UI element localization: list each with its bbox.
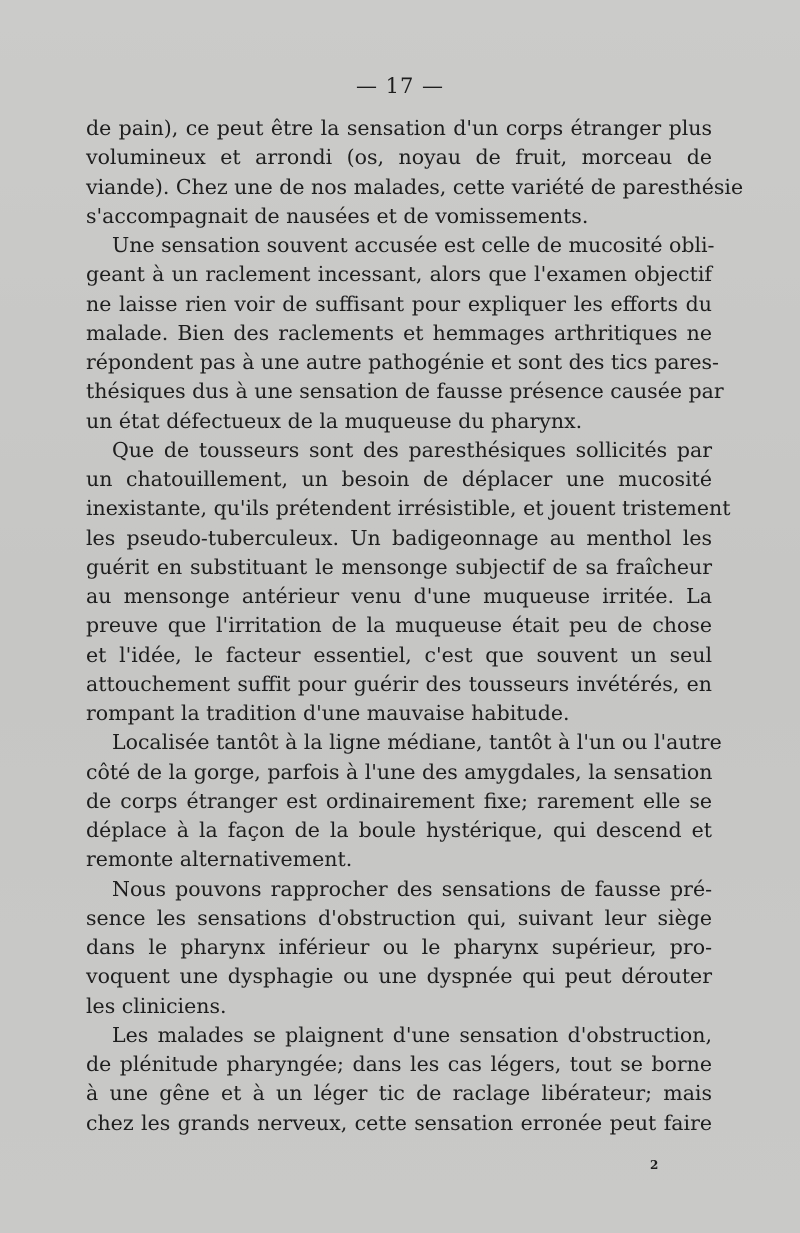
text-line: remonte alternativement. [86,847,353,872]
text-line: côté de la gorge, parfois à l'une des amygdales, la sensation [86,759,713,784]
text-line: geant à un raclement incessant, alors que l'examen objectif [86,262,712,287]
text-line: chez les grands nerveux, cette sensation erronée peut faire [86,1110,712,1135]
printer-signature-mark: 2 [650,1158,659,1172]
text-line: volumineux et arrondi (os, noyau de fruit, morceau de [86,145,712,170]
text-line: Localisée tantôt à la ligne médiane, tantôt à l'un ou l'autre [112,730,722,755]
text-line: voquent une dysphagie ou une dyspnée qui peut dérouter [86,964,712,989]
text-line: preuve que l'irritation de la muqueuse était peu de chose [86,613,712,638]
text-line: de plénitude pharyngée; dans les cas légers, tout se borne [86,1052,712,1076]
text-line: Nous pouvons rapprocher des sensations de fausse pré- [112,876,712,901]
text-line: un état défectueux de la muqueuse du pharynx. [86,408,583,433]
text-line: répondent pas à une autre pathogénie et sont des tics pares- [86,350,719,374]
text-line: ne laisse rien voir de suffisant pour expliquer les efforts du [86,291,712,316]
text-line: s'accompagnait de nausées et de vomissements. [86,203,589,228]
text-line: de pain), ce peut être la sensation d'un corps étranger plus [86,116,712,140]
text-line: guérit en substituant le mensonge subjectif de sa fraîcheur [86,554,712,579]
text-line: attouchement suffit pour guérir des tousseurs invétérés, en [86,671,712,696]
text-line: rompant la tradition d'une mauvaise habitude. [86,701,570,725]
text-line: Les malades se plaignent d'une sensation d'obstruction, [112,1022,712,1047]
text-line: de corps étranger est ordinairement fixe; rarement elle se [86,788,712,813]
text-line: inexistante, qu'ils prétendent irrésistible, et jouent tristement [86,496,731,521]
text-line: viande). Chez une de nos malades, cette variété de paresthésie [86,174,744,199]
body-text [86,114,744,1138]
text-line: les pseudo-tuberculeux. Un badigeonnage au menthol les [86,525,712,550]
text-line: Une sensation souvent accusée est celle de mucosité obli- [112,233,715,257]
text-line: à une gêne et à un léger tic de raclage libérateur; mais [86,1081,712,1106]
text-line: thésiques dus à une sensation de fausse présence causée par [86,379,724,404]
text-line: dans le pharynx inférieur ou le pharynx supérieur, pro- [86,935,712,959]
page-number: — 17 — [355,74,445,98]
text-line: sence les sensations d'obstruction qui, suivant leur siège [86,905,712,930]
text-line: les cliniciens. [86,993,227,1018]
text-line: malade. Bien des raclements et hemmages arthritiques ne [86,320,712,345]
text-line: Que de tousseurs sont des paresthésiques sollicités par [112,437,712,462]
text-line: au mensonge antérieur venu d'une muqueuse irritée. La [86,584,712,608]
text-line: déplace à la façon de la boule hystérique, qui descend et [86,818,712,842]
text-line: un chatouillement, un besoin de déplacer une mucosité [86,467,712,491]
text-line: et l'idée, le facteur essentiel, c'est que souvent un seul [86,642,712,667]
